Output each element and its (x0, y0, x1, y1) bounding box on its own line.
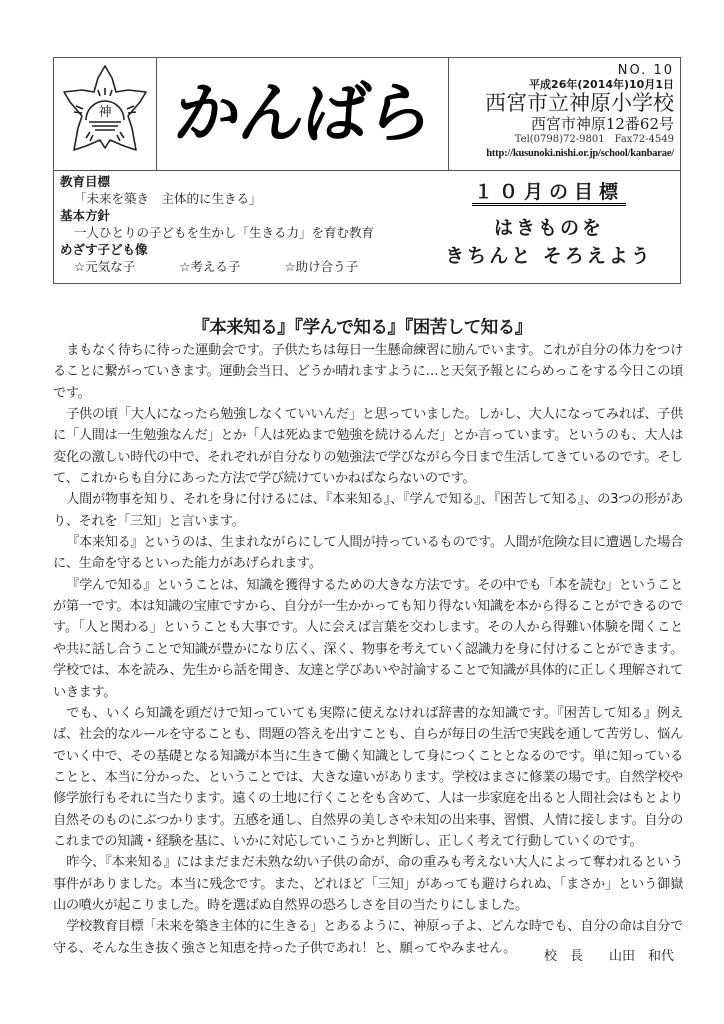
article-paragraph: まもなく待ちに待った運動会です。子供たちは毎日一生懸命練習に励んでいます。これが自分の体力をつけることに繋がっていきます。運動会当日、どうか晴れますように…と天気予報とにらめっこをする今日この頃です。 (53, 343, 683, 401)
svg-text:神: 神 (98, 105, 112, 120)
article-paragraph: 『本来知る』というのは、生まれながらにして人間が持っているものです。人間が危険な目に遭遇した場合に、生命を守るといった能力があげられます。 (53, 535, 683, 572)
article-paragraph: 学校教育目標「未来を築き主体的に生きる」とあるように、神原っ子よ、どんな時でも、自分の命は自分で守る、そんな生き抜く強さと知恵を持った子供であれ！と、願ってやみません。 (53, 919, 683, 956)
ideal-child-heading: めざす子ども像 (60, 242, 148, 257)
monthly-goal-line: きちんと そろえよう (445, 245, 653, 267)
issue-date: 平成26年(2014年)10月1日 (529, 78, 674, 91)
masthead-box (53, 57, 681, 284)
issue-number: NO. 10 (617, 63, 674, 78)
ideal-child-traits (60, 258, 440, 275)
basic-policy-heading: 基本方針 (60, 208, 111, 223)
signature-role: 校 長 (543, 949, 583, 964)
basic-policy: 一人ひとりの子どもを生かし「生きる力」を育む教育 (74, 225, 375, 240)
school-address: 西宮市神原12番62号 (530, 115, 674, 133)
education-goal: 「未来を築き 主体的に生きる」 (74, 191, 262, 206)
article-title: 『本来知る』『学んで知る』『困苦して知る』 (192, 318, 532, 338)
trait-item: ☆考える子 (179, 259, 241, 274)
article-paragraph: 昨今、『本来知る』にはまだまだ未熟な幼い子供の命が、命の重みも考えない大人によって奪われるという事件がありました。本当に残念です。また、どれほど「三知」があっても避けられぬ、「まさか」という御嶽山の噴火が起こりました。時を選ばぬ自然界の恐ろしさを目の当たりにしました。 (53, 855, 683, 913)
school-name: 西宮市立神原小学校 (485, 91, 674, 115)
school-policy (60, 173, 440, 275)
signature-name: 山田 和代 (608, 949, 674, 964)
masthead-top-row (54, 58, 680, 171)
newsletter-title-cell (157, 58, 449, 170)
logo-cell (54, 58, 157, 170)
article-body (53, 340, 683, 959)
school-emblem-icon (54, 58, 157, 170)
trait-item: ☆元気な子 (74, 259, 136, 274)
monthly-goal-title: １０月の目標 (472, 181, 626, 206)
article-paragraph: 人間が物事を知り、それを身に付けるには、『本来知る』、『学んで知る』、『困苦して知る』、の3つの形があり、それを「三知」と言います。 (53, 492, 683, 529)
article-paragraph: 『学んで知る』ということは、知識を獲得するための大きな方法です。その中でも「本を読む」ということが第一です。本は知識の宝庫ですから、自分が一生かかっても知り得ない知識を本から得ることができるのです。「人と関わる」ということも大事です。人に会えば言葉を交わします。その人から得難い体験を聞くことや共に話し合うことで知識が豊かになり広く、深く、物事を考えていく認識力を身に付けることができます。学校では、本を読み、先生から話を聞き、友達と学びあいや討論することで知識が具体的に正しく理解されていきます。 (53, 577, 683, 700)
masthead-bottom-row (54, 171, 680, 283)
trait-item: ☆助け合う子 (284, 259, 359, 274)
article-paragraph: 子供の頃「大人になったら勉強しなくていいんだ」と思っていました。しかし、大人になってみれば、子供に「人間は一生勉強なんだ」とか「人は死ぬまで勉強を続けるんだ」とか言っています。というのも、大人は変化の激しい時代の中で、それぞれが自分なりの勉強法で学びながら今日まで生活してきているのです。そして、これからも自分にあった方法で学び続けていかねばならないのです。 (53, 407, 683, 487)
monthly-goal-line: はきものを (493, 217, 604, 239)
newsletter-title: かんばら (170, 75, 435, 152)
school-tel-fax: Tel(0798)72-9801 Fax72-4549 (514, 134, 674, 145)
education-goal-heading: 教育目標 (60, 174, 111, 189)
school-info (449, 58, 680, 170)
article-paragraph: でも、いくら知識を頭だけで知っていても実際に使えなければ辞書的な知識です。『困苦して知る』例えば、社会的なルールを守ることも、問題の答えを出すことも、自らが毎日の生活で実践を通して苦労し、悩んでいく中で、その基礎となる知識が本当に生きて働く知識として身につくこととなるのです。単に知っていることと、本当に分かった、ということでは、大きな違いがあります。学校はまさに修業の場です。自然学校や修学旅行もそれに当たります。遠くの土地に行くことをも含めて、人は一歩家庭を出ると人間社会はもとより自然そのものにぶつかります。五感を通し、自然界の美しさや未知の出来事、習慣、人情に接します。自分のこれまでの知識・経験を基に、いかに対応していこうかと判断し、正しく考えて行動していくのです。 (53, 705, 683, 849)
monthly-goal (429, 181, 669, 270)
signature (518, 945, 674, 964)
school-url-link[interactable]: http://kusunoki.nishi.or.jp/school/kanbarae/ (486, 148, 674, 159)
